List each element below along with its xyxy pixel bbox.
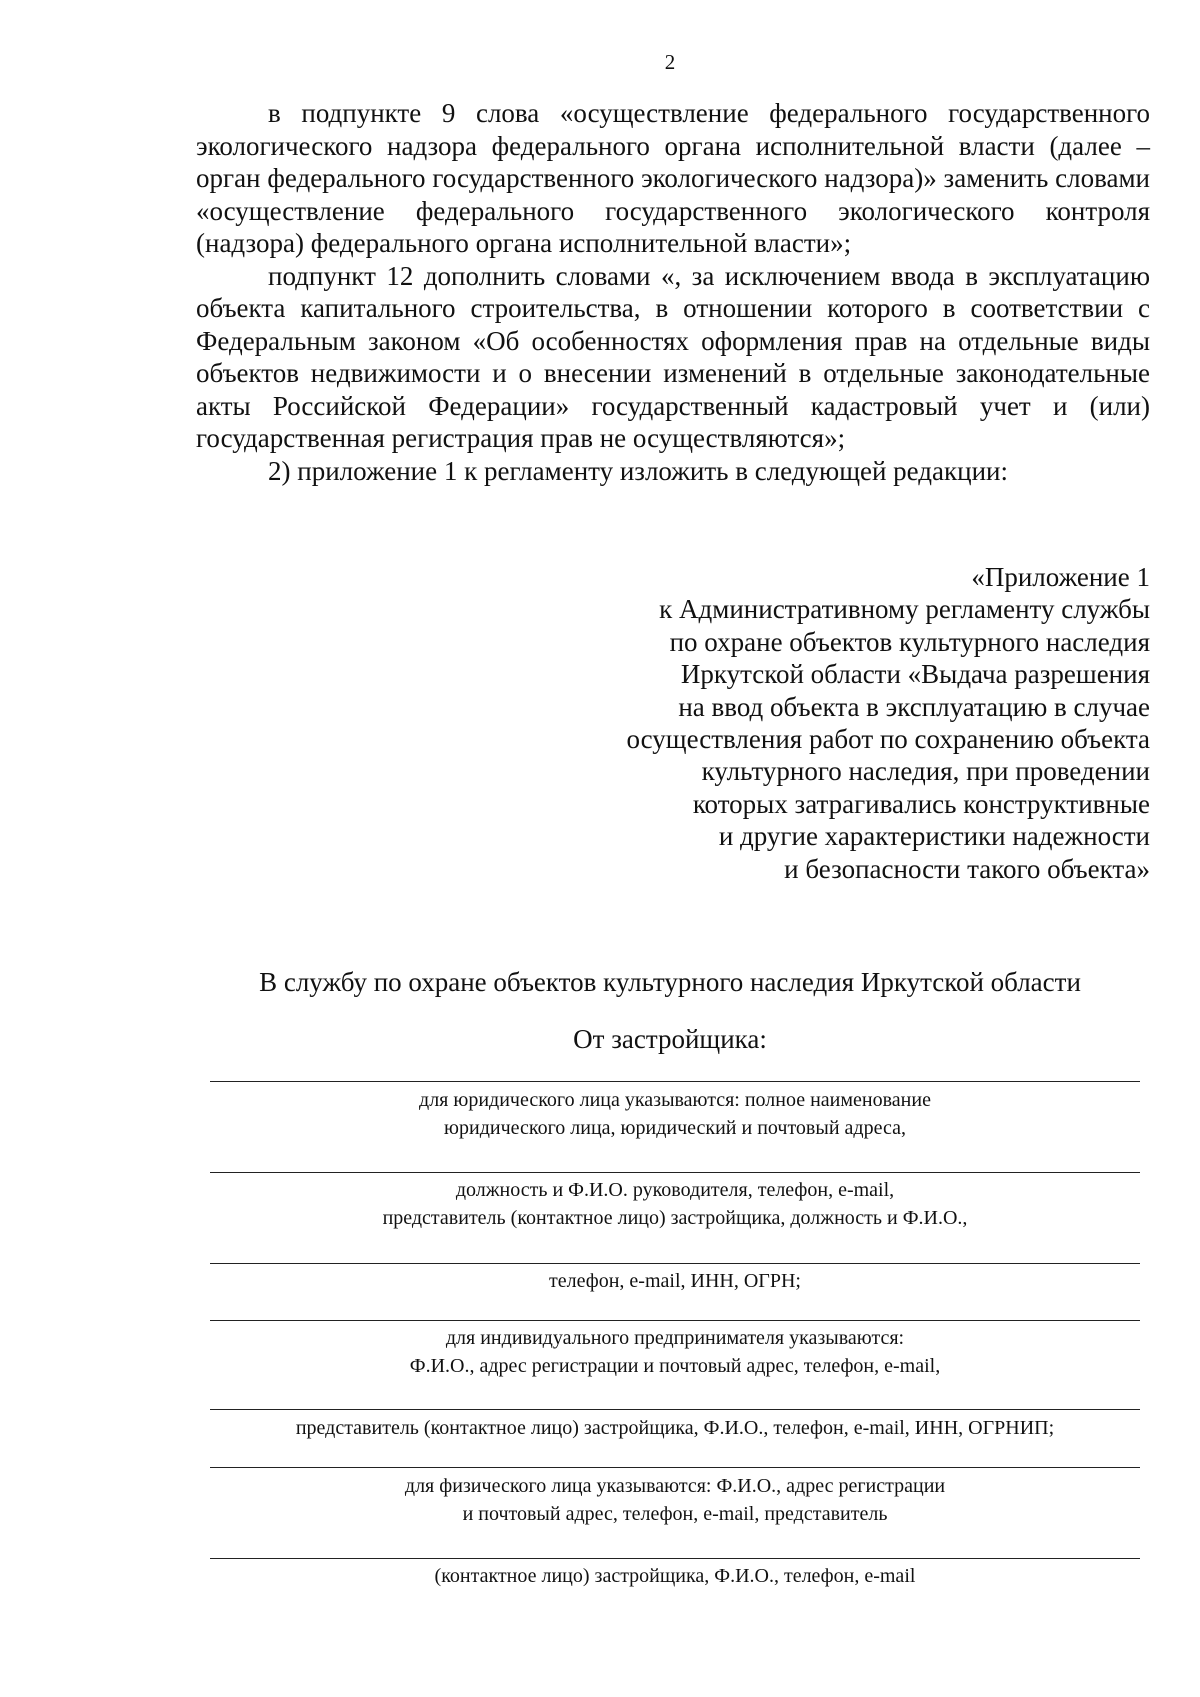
field-hint: для физического лица указываются: Ф.И.О., адрес регистрации и почтовый адрес, телефон, e-mail, представитель — [404, 1475, 946, 1525]
field-hint: телефон, e-mail, ИНН, ОГРН; — [549, 1270, 801, 1292]
paragraph-appendix-intro: 2) приложение 1 к регламенту изложить в следующей редакции: — [268, 455, 1008, 486]
fill-in-line[interactable] — [210, 1263, 1140, 1264]
appendix-line: осуществления работ по сохранению объекта — [626, 724, 1150, 755]
appendix-line: и другие характеристики надежности — [718, 821, 1150, 852]
appendix-line: по охране объектов культурного наследия — [669, 626, 1150, 657]
field-hint: должность и Ф.И.О. руководителя, телефон, e-mail, представитель (контактное лицо) застройщика, должность и Ф.И.О., — [382, 1179, 968, 1229]
addressee: В службу по охране объектов культурного наследия Иркутской области — [259, 967, 1081, 997]
appendix-line: к Административному регламенту службы — [659, 594, 1150, 625]
amendment-text — [196, 97, 1150, 487]
appendix-line: Иркутской области «Выдача разрешения — [680, 659, 1150, 690]
field-hint: для индивидуального предпринимателя указываются: Ф.И.О., адрес регистрации и почтовый адрес, телефон, e-mail, — [409, 1327, 941, 1377]
paragraph-subpoint-9: в подпункте 9 слова «осуществление федерального государственного экологического надзора федерального органа исполнительной власти (далее – орган федерального государственного экологического надзора)» заменить словами «осуществление федерального государственного экологического контроля (надзора) федерального органа исполнительной власти»; — [196, 98, 1150, 258]
appendix-line: культурного наследия, при проведении — [701, 756, 1150, 787]
fill-in-line[interactable] — [210, 1558, 1140, 1559]
appendix-header — [530, 561, 1150, 885]
appendix-line: и безопасности такого объекта» — [784, 853, 1150, 884]
field-hint: представитель (контактное лицо) застройщика, Ф.И.О., телефон, e-mail, ИНН, ОГРНИП; — [295, 1417, 1055, 1439]
fill-in-line[interactable] — [210, 1081, 1140, 1082]
field-hint: для юридического лица указываются: полное наименование юридического лица, юридический и почтовый адреса, — [419, 1089, 931, 1139]
appendix-line: «Приложение 1 — [971, 562, 1150, 592]
fill-in-line[interactable] — [210, 1467, 1140, 1468]
fill-in-line[interactable] — [210, 1409, 1140, 1410]
paragraph-subpoint-12: подпункт 12 дополнить словами «, за исключением ввода в эксплуатацию объекта капитального строительства, в отношении которого в соответствии с Федеральным законом «Об особенностях оформления прав на отдельные виды объектов недвижимости и о внесении изменений в отдельные законодательные акты Российской Федерации» государственный кадастровый учет и (или) государственная регистрация прав не осуществляются»; — [196, 260, 1150, 453]
appendix-line: на ввод объекта в эксплуатацию в случае — [678, 691, 1150, 722]
fill-in-line[interactable] — [210, 1172, 1140, 1173]
field-hint: (контактное лицо) застройщика, Ф.И.О., телефон, e-mail — [434, 1565, 916, 1587]
from-developer-label: От застройщика: — [573, 1024, 767, 1054]
page-number: 2 — [664, 50, 676, 74]
appendix-line: которых затрагивались конструктивные — [692, 788, 1150, 819]
fill-in-line[interactable] — [210, 1320, 1140, 1321]
